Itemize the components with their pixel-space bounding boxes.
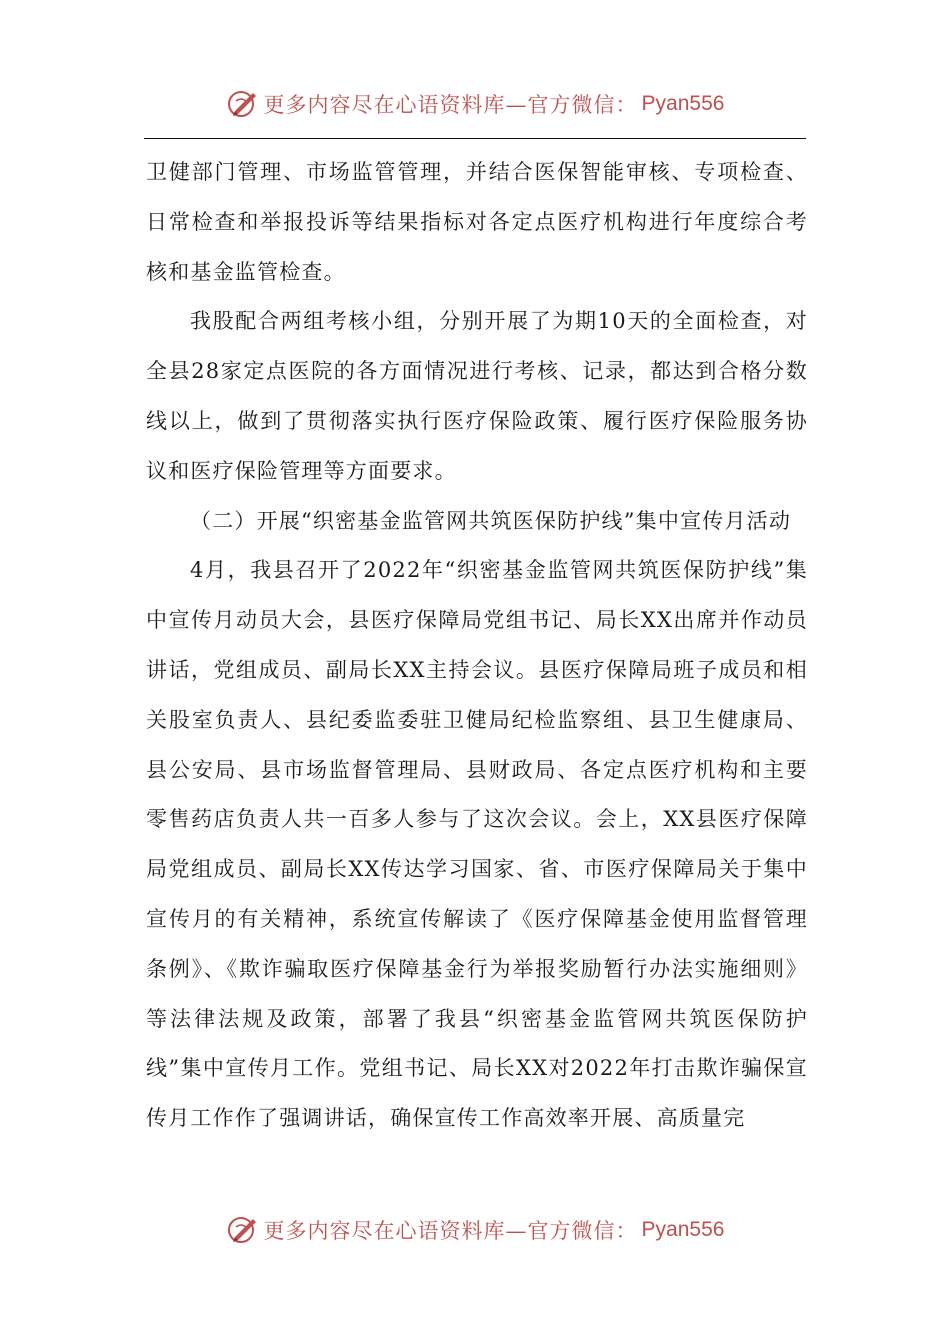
- footer-brand-text: 更多内容尽在心语资料库—官方微信：: [263, 1219, 638, 1243]
- page-header: [0, 84, 950, 124]
- header-brand-text: 更多内容尽在心语资料库—官方微信：: [263, 93, 638, 117]
- pen-logo-icon: [226, 1213, 260, 1247]
- page-footer: [0, 1210, 950, 1250]
- paragraph-1: 卫健部门管理、市场监管管理，并结合医保智能审核、专项检查、日常检查和举报投诉等结果指标对各定点医疗机构进行年度综合考核和基金监管检查。: [146, 160, 808, 284]
- header-divider: [144, 138, 806, 139]
- footer-brand-id: Pyan556: [641, 1218, 725, 1241]
- paragraph-2: 我股配合两组考核小组，分别开展了为期10天的全面检查，对全县28家定点医院的各方面情况进行考核、记录，都达到合格分数线以上，做到了贯彻落实执行医疗保险政策、履行医疗保险服务协议和医疗保险管理等方面要求。: [146, 309, 808, 483]
- paragraph-3: 4月，我县召开了2022年“织密基金监管网共筑医保防护线”集中宣传月动员大会，县医疗保障局党组书记、局长XX出席并作动员讲话，党组成员、副局长XX主持会议。县医疗保障局班子成员和相关股室负责人、县纪委监委驻卫健局纪检监察组、县卫生健康局、县公安局、县市场监督管理局、县财政局、各定点医疗机构和主要零售药店负责人共一百多人参与了这次会议。会上，XX县医疗保障局党组成员、副局长XX传达学习国家、省、市医疗保障局关于集中宣传月的有关精神，系统宣传解读了《医疗保障基金使用监督管理条例》、《欺诈骗取医疗保障基金行为举报奖励暂行办法实施细则》等法律法规及政策，部署了我县“织密基金监管网共筑医保防护线”集中宣传月工作。党组书记、局长XX对2022年打击欺诈骗保宣传月工作作了强调讲话，确保宣传工作高效率开展、高质量完: [146, 558, 808, 1131]
- section-heading: （二）开展“织密基金监管网共筑医保防护线”集中宣传月活动: [190, 508, 792, 533]
- header-brand-id: Pyan556: [641, 92, 725, 115]
- pen-logo-icon: [226, 87, 260, 121]
- document-body: [146, 148, 808, 1144]
